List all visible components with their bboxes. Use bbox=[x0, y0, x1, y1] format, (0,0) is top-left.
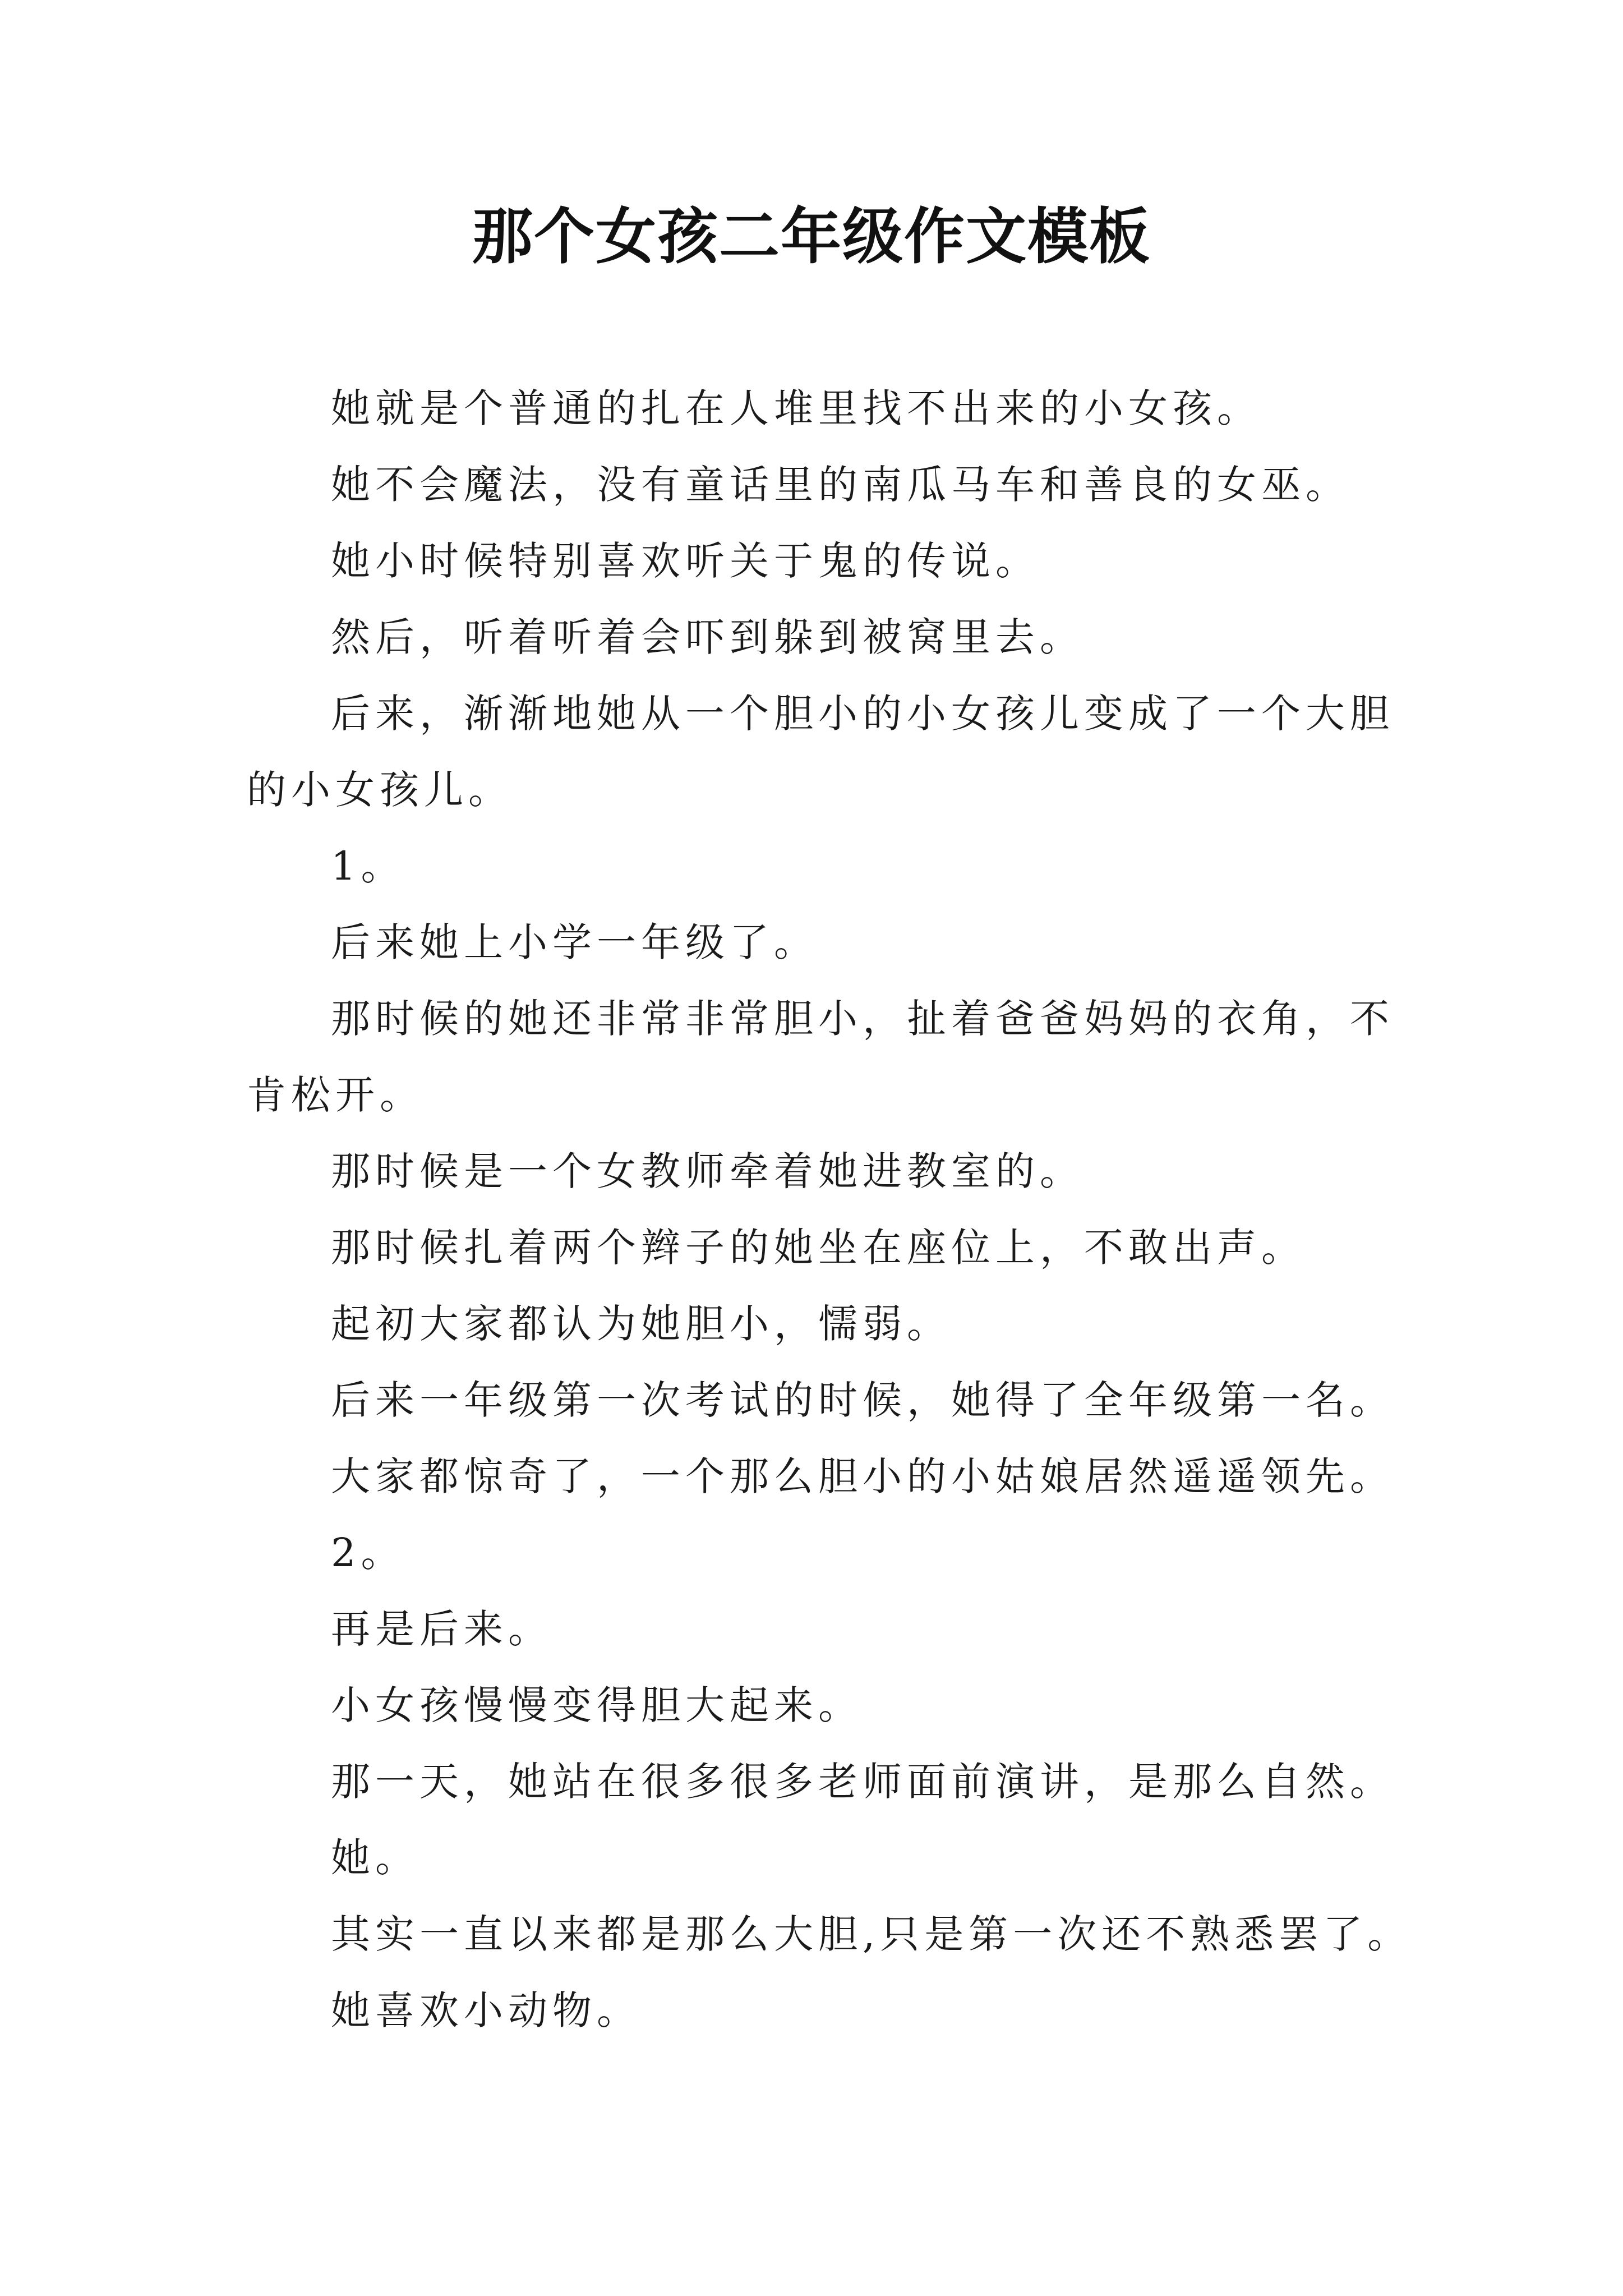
paragraph: 她就是个普通的扎在人堆里找不出来的小女孩。 bbox=[331, 385, 1261, 431]
paragraph: 那一天，她站在很多很多老师面前演讲，是那么自然。 bbox=[331, 1759, 1394, 1805]
paragraph: 小女孩慢慢变得胆大起来。 bbox=[331, 1682, 863, 1728]
paragraph: 然后，听着听着会吓到躲到被窝里去。 bbox=[331, 614, 1084, 660]
paragraph: 大家都惊奇了，一个那么胆小的小姑娘居然遥遥领先。 bbox=[331, 1453, 1394, 1499]
paragraph: 起初大家都认为她胆小，懦弱。 bbox=[331, 1301, 951, 1347]
paragraph: 她喜欢小动物。 bbox=[331, 1987, 641, 2033]
paragraph: 她小时候特别喜欢听关于鬼的传说。 bbox=[331, 538, 1040, 584]
paragraph: 其实一直以来都是那么大胆,只是第一次还不熟悉罢了。 bbox=[331, 1911, 1412, 1957]
paragraph: 那时候的她还非常非常胆小，扯着爸爸妈妈的衣角，不肯松开。 bbox=[247, 996, 1394, 1118]
document-body bbox=[247, 370, 1413, 2049]
paragraph: 后来一年级第一次考试的时候，她得了全年级第一名。 bbox=[331, 1377, 1394, 1423]
paragraph: 那时候是一个女教师牵着她进教室的。 bbox=[331, 1148, 1084, 1194]
paragraph: 再是后来。 bbox=[331, 1606, 552, 1652]
paragraph: 1。 bbox=[331, 843, 405, 889]
paragraph: 那时候扎着两个辫子的她坐在座位上，不敢出声。 bbox=[331, 1225, 1306, 1271]
paragraph: 后来她上小学一年级了。 bbox=[331, 919, 818, 965]
paragraph: 她。 bbox=[331, 1835, 419, 1881]
paragraph: 她不会魔法，没有童话里的南瓜马车和善良的女巫。 bbox=[331, 462, 1350, 508]
paragraph: 2。 bbox=[331, 1530, 405, 1576]
document-title: 那个女孩二年级作文模板 bbox=[472, 201, 1151, 272]
paragraph: 后来，渐渐地她从一个胆小的小女孩儿变成了一个大胆的小女孩儿。 bbox=[247, 691, 1394, 813]
